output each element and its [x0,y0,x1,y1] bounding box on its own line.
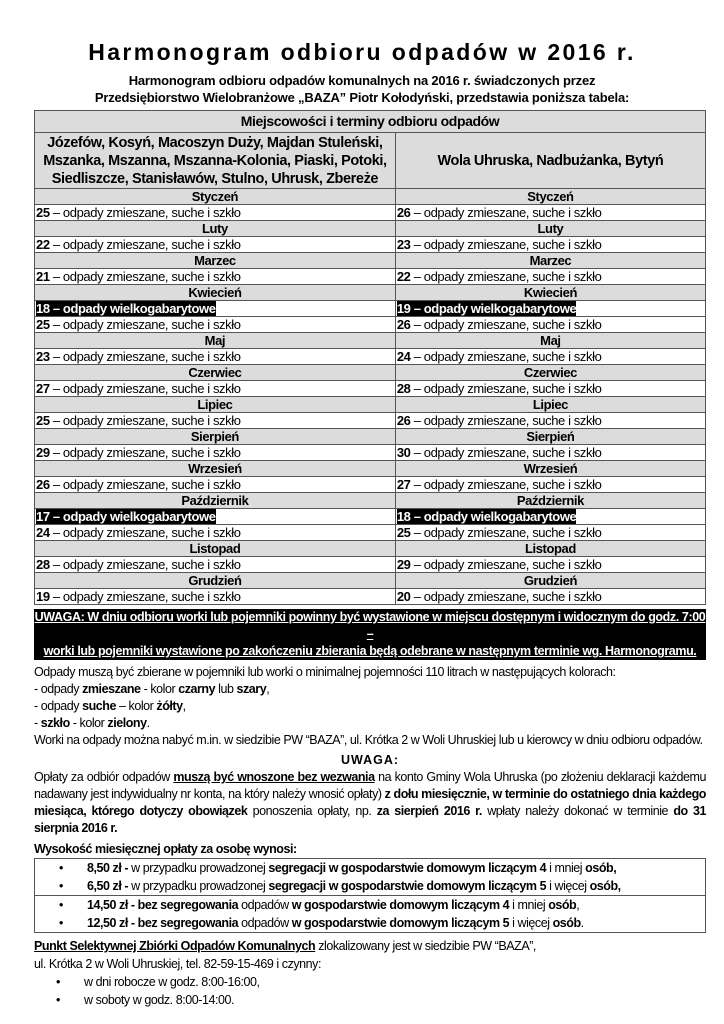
month-name: Wrzesień [395,461,705,477]
pickup-day: 26 [396,413,411,428]
pickup-day: 27 [36,381,50,396]
pszok-text: zlokalizowany jest w siedzibie PW “BAZA”, [315,939,536,953]
month-header-row [35,397,706,413]
month-name: Luty [35,221,396,237]
month-header-row [35,429,706,445]
subtitle-line: Przedsiębiorstwo Wielobranżowe „BAZA” Piotr Kołodyński, przedstawia poniższa tabela: [94,90,630,105]
pickup-day: 26 [396,205,411,220]
rate-item: • 14,50 zł - bez segregowania odpadów w gospodarstwie domowym liczącym 4 i mniej osób, [59,898,580,912]
location-line: Siedliszcze, Stanisławów, Stulno, Uhrusk, Zbereże [51,170,379,187]
pickup-day: 23 [36,349,50,364]
month-header-row [35,189,706,205]
pickup-day: 29 [396,557,411,572]
rates-segregation [34,858,706,896]
pickup-row [35,557,706,573]
pickup-cell [395,509,705,525]
pickup-cell [35,381,396,397]
rate-title: Wysokość miesięcznej opłaty za osobę wynosi: [34,842,297,856]
month-name: Wrzesień [35,461,396,477]
bags-info: Worki na odpady można nabyć m.in. w siedzibie PW “BAZA”, ul. Krótka 2 w Woli Uhruskiej lub u kierowcy w dniu odbioru odpadów. [34,733,703,747]
pickup-day: 25 [36,205,50,220]
subtitle-line: Harmonogram odbioru odpadów komunalnych na 2016 r. świadczonych przez [128,73,596,88]
month-header-row [35,253,706,269]
month-name: Maj [35,333,396,349]
mixed-waste-label: – odpady zmieszane, suche i szkło [410,269,602,284]
pickup-day: 28 [396,381,411,396]
month-header-row [35,333,706,349]
pickup-day: 17 [36,509,50,524]
month-name: Grudzień [395,573,705,589]
pickup-cell [395,301,705,317]
pszok-address: ul. Krótka 2 w Woli Uhruskiej, tel. 82-59-15-469 i czynny: [34,957,321,971]
pszok-name: Punkt Selektywnej Zbiórki Odpadów Komunalnych [34,939,316,953]
mixed-waste-label: – odpady zmieszane, suche i szkło [410,557,602,572]
mixed-waste-label: – odpady zmieszane, suche i szkło [410,381,602,396]
mixed-waste-label: – odpady zmieszane, suche i szkło [49,237,241,252]
pickup-day: 26 [396,317,411,332]
month-header-row [35,541,706,557]
bulky-waste-label: – odpady wielkogabarytowe [410,509,577,524]
page-title: Harmonogram odbioru odpadów w 2016 r. [88,39,636,65]
month-name: Kwiecień [395,285,705,301]
pickup-cell [35,301,396,317]
mixed-waste-label: – odpady zmieszane, suche i szkło [49,205,241,220]
colors-section [34,664,706,749]
color-dry: - odpady suche – kolor żółty, [34,699,186,713]
pickup-day: 22 [36,237,50,252]
pickup-day: 25 [396,525,411,540]
month-name: Grudzień [35,573,396,589]
pickup-day: 19 [396,301,411,316]
pickup-day: 27 [396,477,411,492]
mixed-waste-label: – odpady zmieszane, suche i szkło [49,525,241,540]
pickup-cell [35,509,396,525]
bulky-waste-label: – odpady wielkogabarytowe [410,301,577,316]
warning-line: worki lub pojemniki wystawione po zakończeniu zbierania będą odebrane w następnym terminie wg. Harmonogramu. [43,644,697,658]
mixed-waste-label: – odpady zmieszane, suche i szkło [410,477,602,492]
mixed-waste-label: – odpady zmieszane, suche i szkło [410,413,602,428]
rate-item: • 12,50 zł - bez segregowania odpadów w gospodarstwie domowym liczącym 5 i więcej osób. [59,916,584,930]
pickup-row [35,269,706,285]
mixed-waste-label: – odpady zmieszane, suche i szkło [49,317,241,332]
pickup-row [35,349,706,365]
pickup-day: 18 [396,509,411,524]
rates-no-segregation [34,896,706,933]
pickup-cell [35,237,396,253]
mixed-waste-label: – odpady zmieszane, suche i szkło [410,349,602,364]
colors-intro: Odpady muszą być zbierane w pojemniki lub worki o minimalnej pojemności 110 litrach w następujących kolorach: [34,665,616,679]
pickup-cell [395,317,705,333]
mixed-waste-label: – odpady zmieszane, suche i szkło [410,317,602,332]
rate-item: • 8,50 zł - w przypadku prowadzonej segregacji w gospodarstwie domowym liczącym 4 i mniej osób, [59,861,617,875]
pickup-cell [395,381,705,397]
uwaga-heading: UWAGA: [340,753,400,767]
hours-item: • w soboty w godz. 8:00-14:00. [56,993,234,1007]
month-header-row [35,285,706,301]
month-name: Marzec [395,253,705,269]
month-name: Lipiec [395,397,705,413]
month-name: Czerwiec [395,365,705,381]
month-name: Październik [395,493,705,509]
month-name: Maj [395,333,705,349]
schedule-table [34,110,706,605]
pickup-cell [35,317,396,333]
month-name: Sierpień [35,429,396,445]
month-name: Lipiec [35,397,396,413]
month-header-row [35,573,706,589]
pickup-cell [35,445,396,461]
warning-banner [34,609,706,660]
pickup-cell [35,557,396,573]
pszok-section [34,937,706,1009]
month-name: Styczeń [35,189,396,205]
pickup-day: 24 [396,349,411,364]
bulky-waste-label: – odpady wielkogabarytowe [49,509,216,524]
month-header-row [35,221,706,237]
pickup-row [35,445,706,461]
hours-item: • w dni robocze w godz. 8:00-16:00, [56,975,260,989]
pickup-day: 28 [36,557,50,572]
pickup-row [35,301,706,317]
pickup-day: 26 [36,477,50,492]
month-name: Sierpień [395,429,705,445]
pickup-cell [395,557,705,573]
pickup-day: 25 [36,413,50,428]
pickup-cell [395,237,705,253]
pickup-cell [395,477,705,493]
left-locations [35,133,396,189]
pickup-cell [395,525,705,541]
mixed-waste-label: – odpady zmieszane, suche i szkło [49,269,241,284]
pickup-cell [35,349,396,365]
pickup-row [35,205,706,221]
mixed-waste-label: – odpady zmieszane, suche i szkło [49,477,241,492]
pickup-day: 19 [36,589,50,604]
pickup-day: 23 [396,237,411,252]
month-name: Listopad [395,541,705,557]
mixed-waste-label: – odpady zmieszane, suche i szkło [410,445,602,460]
pickup-cell [395,205,705,221]
pickup-day: 20 [396,589,411,604]
month-name: Czerwiec [35,365,396,381]
pickup-cell [35,413,396,429]
mixed-waste-label: – odpady zmieszane, suche i szkło [410,525,602,540]
mixed-waste-label: – odpady zmieszane, suche i szkło [49,589,241,604]
mixed-waste-label: – odpady zmieszane, suche i szkło [410,589,602,604]
mixed-waste-label: – odpady zmieszane, suche i szkło [49,349,241,364]
pickup-cell [395,589,705,605]
mixed-waste-label: – odpady zmieszane, suche i szkło [49,381,241,396]
month-header-row [35,493,706,509]
month-header-row [35,461,706,477]
rate-item: • 6,50 zł - w przypadku prowadzonej segregacji w gospodarstwie domowym liczącym 5 i więcej osób, [59,879,621,893]
month-name: Marzec [35,253,396,269]
pickup-day: 30 [396,445,411,460]
location-line: Józefów, Kosyń, Macoszyn Duży, Majdan Stuleński, [47,134,383,151]
pickup-row [35,317,706,333]
mixed-waste-label: – odpady zmieszane, suche i szkło [49,445,241,460]
month-name: Październik [35,493,396,509]
pickup-cell [35,205,396,221]
pickup-day: 22 [396,269,411,284]
pickup-cell [395,445,705,461]
pickup-cell [395,269,705,285]
pickup-day: 18 [36,301,50,316]
right-locations: Wola Uhruska, Nadbużanka, Bytyń [395,133,705,189]
month-header-row [35,365,706,381]
pickup-cell [35,477,396,493]
bulky-waste-label: – odpady wielkogabarytowe [49,301,216,316]
pickup-cell [395,349,705,365]
pickup-day: 21 [36,269,50,284]
mixed-waste-label: – odpady zmieszane, suche i szkło [49,557,241,572]
pickup-cell [35,525,396,541]
pickup-row [35,237,706,253]
pickup-row [35,589,706,605]
table-header: Miejscowości i terminy odbioru odpadów [35,111,706,133]
month-name: Luty [395,221,705,237]
warning-line: UWAGA: W dniu odbioru worki lub pojemniki powinny być wystawione w miejscu dostępnym i widocznym do godz. 7:00 – [34,610,706,641]
month-name: Kwiecień [35,285,396,301]
pickup-cell [35,589,396,605]
location-line: Mszanka, Mszanna, Mszanna-Kolonia, Piaski, Potoki, [43,152,387,169]
pickup-cell [35,269,396,285]
subtitle [0,72,724,106]
pickup-day: 25 [36,317,50,332]
mixed-waste-label: – odpady zmieszane, suche i szkło [410,237,602,252]
pickup-row [35,525,706,541]
color-glass: - szkło - kolor zielony. [34,716,150,730]
month-name: Listopad [35,541,396,557]
mixed-waste-label: – odpady zmieszane, suche i szkło [49,413,241,428]
pickup-cell [395,413,705,429]
pickup-day: 24 [36,525,50,540]
pickup-day: 29 [36,445,50,460]
pickup-row [35,413,706,429]
month-name: Styczeń [395,189,705,205]
fees-paragraph: Opłaty za odbiór odpadów muszą być wnoszone bez wezwania na konto Gminy Wola Uhruska (po złożeniu deklaracji każdemu nadawany jest indywidualny nr konta, na który należy wnosić opłaty) z dołu miesięcznie, w terminie do ostatniego dnia każdego miesiąca, którego dotyczy obowiązek ponoszenia opłaty, np. za sierpień 2016 r. wpłaty należy dokonać w terminie do 31 sierpnia 2016 r. [34,770,707,835]
color-mixed: - odpady zmieszane - kolor czarny lub szary, [34,682,270,696]
pickup-row [35,509,706,525]
pickup-row [35,477,706,493]
pickup-row [35,381,706,397]
mixed-waste-label: – odpady zmieszane, suche i szkło [410,205,602,220]
